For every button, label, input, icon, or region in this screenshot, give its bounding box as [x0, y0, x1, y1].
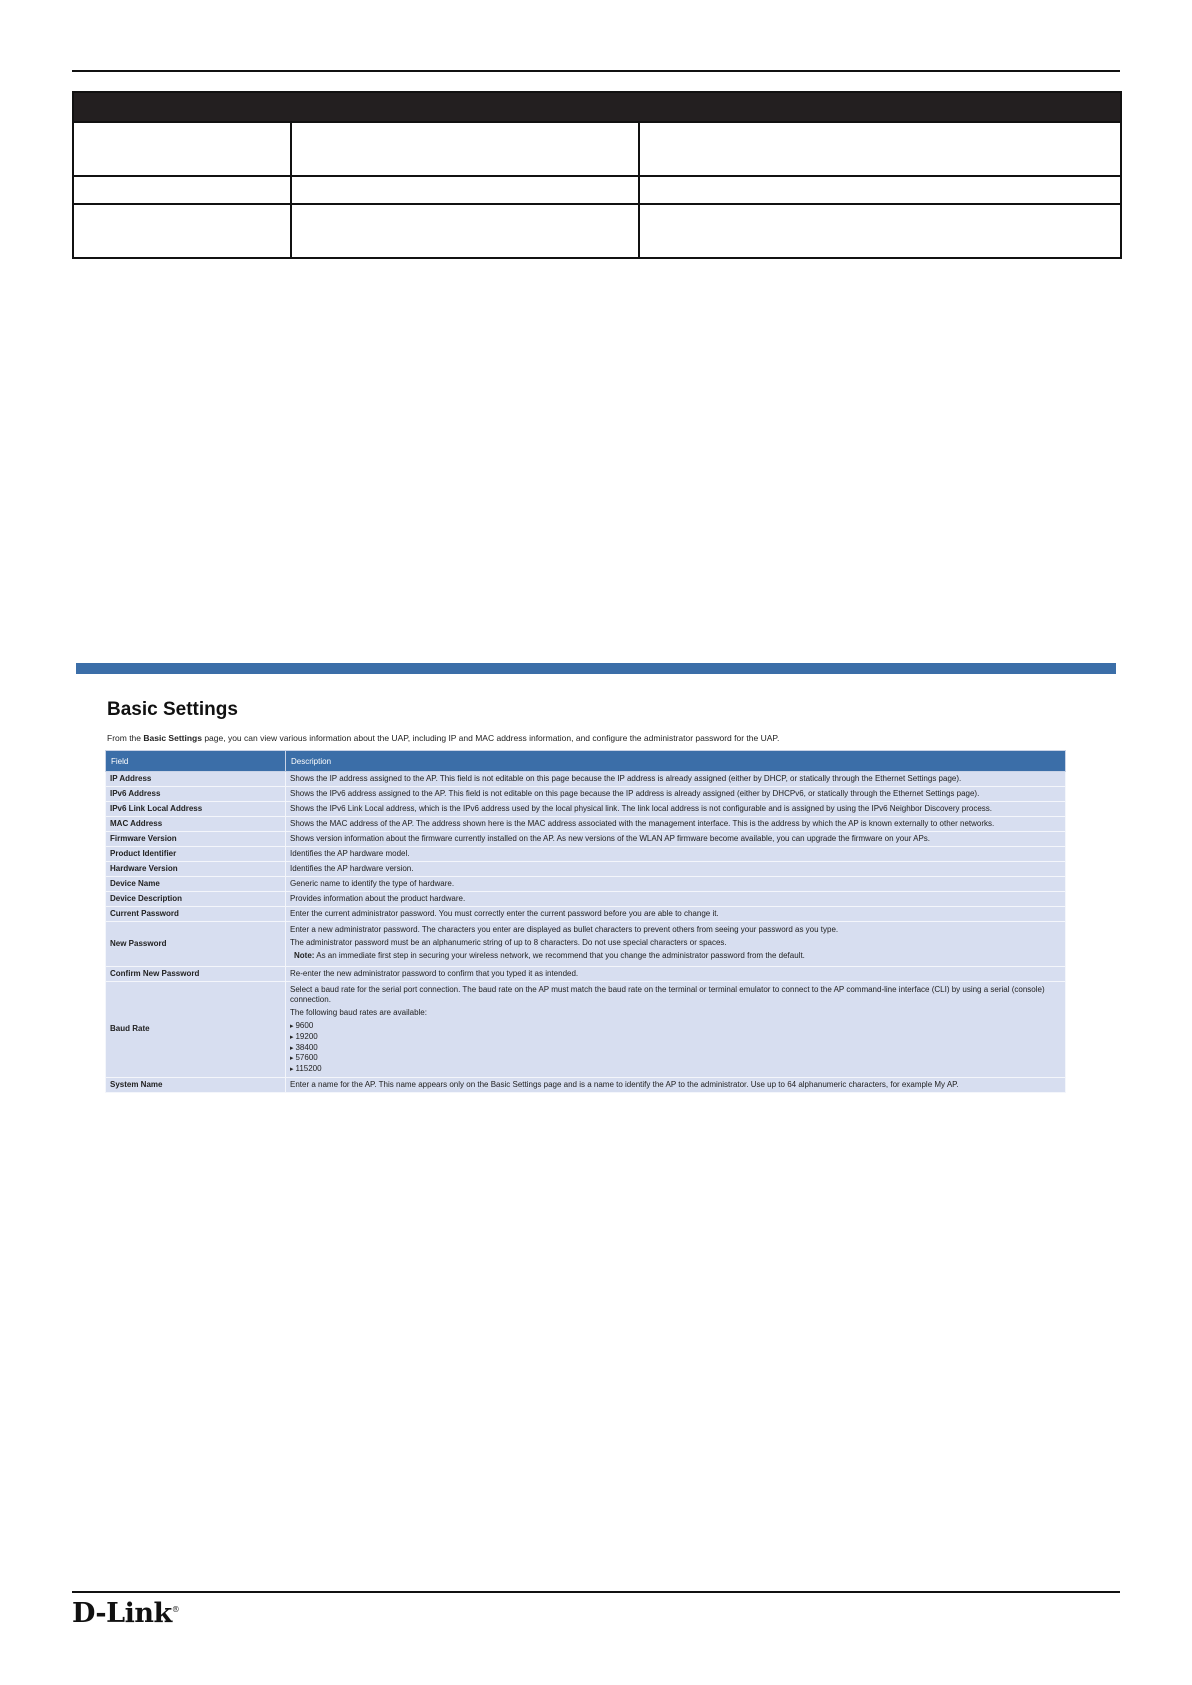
table-row: [106, 967, 1066, 982]
baud-rate-item: ▸ 38400: [290, 1043, 1061, 1054]
table-row: [106, 982, 1066, 1078]
field-description: Generic name to identify the type of hardware.: [286, 877, 1066, 892]
field-name: Hardware Version: [106, 862, 286, 877]
settings-table-header: [106, 751, 1066, 772]
table-row: [106, 847, 1066, 862]
field-name: Device Name: [106, 877, 286, 892]
table-row: [106, 862, 1066, 877]
field-name: Device Description: [106, 892, 286, 907]
field-description: Identifies the AP hardware version.: [286, 862, 1066, 877]
table-row: [106, 832, 1066, 847]
baud-rate-item: ▸ 19200: [290, 1032, 1061, 1043]
table-row: [106, 922, 1066, 967]
screenshot-title: Basic Settings: [107, 699, 238, 720]
field-name: IPv6 Link Local Address: [106, 802, 286, 817]
header-description: Description: [286, 751, 1066, 772]
field-description: Shows the IPv6 address assigned to the AP. This field is not editable on this page because the IP address is already assigned (either by DHCPv6, or statically through the Ethernet Settings page).: [286, 787, 1066, 802]
baud-rate-item: ▸ 9600: [290, 1021, 1061, 1032]
table-row: [106, 772, 1066, 787]
field-name: IPv6 Address: [106, 787, 286, 802]
table-row: [106, 892, 1066, 907]
field-name: Confirm New Password: [106, 967, 286, 982]
table-row: [106, 802, 1066, 817]
field-name: System Name: [106, 1077, 286, 1092]
baud-rate-item: ▸ 115200: [290, 1064, 1061, 1075]
header-rule: [72, 70, 1120, 72]
field-description: Shows the IP address assigned to the AP. This field is not editable on this page because the IP address is already assigned (either by DHCP, or statically through the Ethernet Settings page).: [286, 772, 1066, 787]
field-description: Enter a name for the AP. This name appears only on the Basic Settings page and is a name to identify the AP to the administrator. Use up to 64 alphanumeric characters, for example My AP.: [286, 1077, 1066, 1092]
field-description: Shows the IPv6 Link Local address, which is the IPv6 address used by the local physical link. The link local address is not configurable and is assigned by using the IPv6 Neighbor Discovery process.: [286, 802, 1066, 817]
empty-table: [72, 91, 1122, 259]
field-description: Enter the current administrator password. You must correctly enter the current password before you are able to change it.: [286, 907, 1066, 922]
field-name: IP Address: [106, 772, 286, 787]
table-row: [106, 817, 1066, 832]
field-name: Baud Rate: [106, 982, 286, 1078]
basic-settings-screenshot: [76, 663, 1116, 1213]
field-description: Shows version information about the firmware currently installed on the AP. As new versions of the WLAN AP firmware become available, you can upgrade the firmware on your APs.: [286, 832, 1066, 847]
field-description: Identifies the AP hardware model.: [286, 847, 1066, 862]
table-row: [106, 907, 1066, 922]
field-name: Firmware Version: [106, 832, 286, 847]
dlink-logo: D-Link®: [72, 1598, 180, 1629]
field-name: Product Identifier: [106, 847, 286, 862]
field-description: Enter a new administrator password. The characters you enter are displayed as bullet characters to prevent others from seeing your password as you type. The administrator password must be an alphanumeric string of up to 8 characters. Do not use special characters or spaces. Note: As an immediate first step in securing your wireless network, we recommend that you change the administrator password from the default.: [286, 922, 1066, 967]
table-row: [106, 877, 1066, 892]
field-name: Current Password: [106, 907, 286, 922]
screenshot-top-bar: [76, 663, 1116, 674]
field-description: Provides information about the product hardware.: [286, 892, 1066, 907]
empty-table-header: [73, 92, 1121, 122]
baud-rate-list: [290, 1021, 1061, 1075]
field-name: MAC Address: [106, 817, 286, 832]
baud-rate-item: ▸ 57600: [290, 1053, 1061, 1064]
settings-table: [105, 750, 1066, 1093]
footer-rule: [72, 1591, 1120, 1593]
field-description: Select a baud rate for the serial port connection. The baud rate on the AP must match the baud rate on the terminal or terminal emulator to connect to the AP command-line interface (CLI) by using a serial (console) connection. The following baud rates are available: ▸ 9600 ▸ 19200 ▸ 38400 ▸ 57600 ▸ 115200: [286, 982, 1066, 1078]
field-description: Shows the MAC address of the AP. The address shown here is the MAC address associated with the management interface. This is the address by which the AP is known externally to other networks.: [286, 817, 1066, 832]
field-description: Re-enter the new administrator password to confirm that you typed it as intended.: [286, 967, 1066, 982]
table-row: [106, 787, 1066, 802]
field-name: New Password: [106, 922, 286, 967]
header-field: Field: [106, 751, 286, 772]
screenshot-intro: From the Basic Settings page, you can view various information about the UAP, including IP and MAC address information, and configure the administrator password for the UAP.: [107, 733, 780, 743]
table-row: [106, 1077, 1066, 1092]
